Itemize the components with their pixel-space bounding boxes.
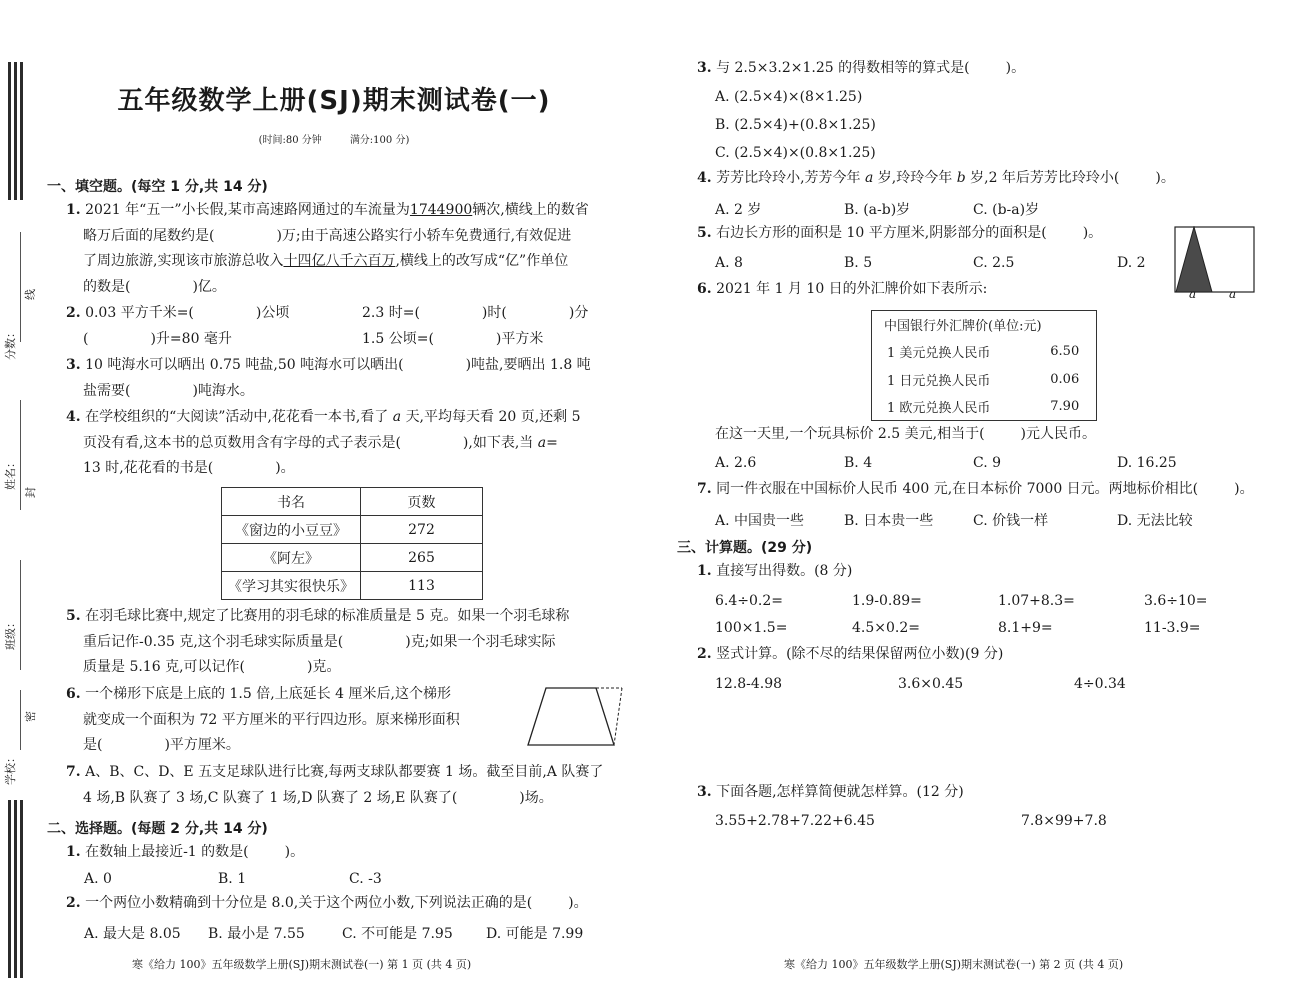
calc-item: 4.5×0.2= [852,620,920,636]
table-header: 页数 [361,488,483,516]
question-1: 1. 2021 年“五一”小长假,某市高速路网通过的车流量为1744900辆次,横线上的数省 略万后面的尾数约是( )万;由于高速公路实行小轿车免费通行,有效促进 了周边旅游,实现该市旅游总收入十四亿八千六百万,横线上的改写成“亿”作单位 的数是( )亿。 [66,202,589,295]
page-1 [44,0,634,999]
calc-item: 3.6÷10= [1144,593,1208,609]
calc-item: 4÷0.34 [1074,676,1126,692]
choice-2: 2. 一个两位小数精确到十分位是 8.0,关于这个两位小数,下列说法正确的是( )。 [66,895,588,911]
choice-option: A. 最大是 8.05 [84,926,181,942]
choice-option: C. -3 [349,871,382,887]
exam-score: 满分:100 分) [349,135,410,146]
calc-item: 1.9-0.89= [852,593,922,609]
choice-3: 3. 与 2.5×3.2×1.25 的得数相等的算式是( )。 [697,60,1026,76]
calc-item: 12.8-4.98 [715,676,783,692]
question-3: 3. 10 吨海水可以晒出 0.75 吨盐,50 吨海水可以晒出( )吨盐,要晒出 1.8 吨 盐需要( )吨海水。 [66,357,591,399]
calc-item: 3.6×0.45 [898,676,964,692]
choice-5: 5. 右边长方形的面积是 10 平方厘米,阴影部分的面积是( )。 [697,225,1103,241]
choice-option: B. 1 [218,871,247,887]
choice-option: C. 9 [973,455,1002,471]
question-5: 5. 在羽毛球比赛中,规定了比赛用的羽毛球的标准质量是 5 克。如果一个羽毛球称 重后记作-0.35 克,这个羽毛球实际质量是( )克;如果一个羽毛球实际 质量是 5.16 克,可以记作( )克。 [66,608,570,676]
choice-option: B. (a-b)岁 [844,202,911,218]
binding-bar [14,800,17,978]
table-header: 中国银行外汇牌价(单位:元) [884,319,1042,334]
section-choice: 二、选择题。(每题 2 分,共 14 分) [47,821,268,837]
calc-2: 2. 竖式计算。(除不尽的结果保留两位小数)(9 分) [697,646,1004,662]
choice-option: C. (2.5×4)×(0.8×1.25) [715,145,876,161]
section-fill-blank: 一、填空题。(每空 1 分,共 14 分) [47,179,268,195]
calc-item: 3.55+2.78+7.22+6.45 [715,813,875,829]
question-6: 6. 一个梯形下底是上底的 1.5 倍,上底延长 4 厘米后,这个梯形 就变成一个面积为 72 平方厘米的平行四边形。原来梯形面积 是( )平方厘米。 [66,686,460,754]
table-row: 《窗边的小豆豆》 272 [222,516,483,544]
exam-time: (时间:80 分钟 [258,135,322,146]
binding-bar [20,800,23,978]
binding-line [20,690,21,750]
trapezoid-figure [526,685,626,749]
class-label: 班级： [4,617,17,650]
choice-option: C. 2.5 [973,255,1015,271]
table-header: 书名 [222,488,361,516]
choice-option: B. 日本贵一些 [844,513,934,529]
question-2b: 2.3 时=( )时( )分 [362,305,589,321]
binding-bar [14,62,17,200]
calc-item: 6.4÷0.2= [715,593,783,609]
figure-label: a [1189,287,1197,301]
choice-option: D. 2 [1117,255,1146,271]
calc-item: 100×1.5= [715,620,788,636]
calc-item: 8.1+9= [998,620,1053,636]
choice-option: C. (b-a)岁 [973,202,1040,218]
seal-word: 封 [24,487,37,498]
exchange-rate-table [871,310,1097,421]
calc-item: 11-3.9= [1144,620,1201,636]
page-2 [660,0,1298,999]
name-label: 姓名： [4,457,17,490]
question-2c: ( )升=80 毫升 [83,331,232,347]
binding-bar [20,62,23,200]
section-calculation: 三、计算题。(29 分) [677,540,813,556]
books-table [221,487,483,600]
seal-word: 线 [24,289,37,300]
choice-option: C. 不可能是 7.95 [342,926,453,942]
question-2d: 1.5 公顷=( )平方米 [362,331,544,347]
binding-bar [8,62,11,200]
choice-option: A. 2.6 [715,455,757,471]
table-row: 《阿左》 265 [222,544,483,572]
choice-option: A. 中国贵一些 [715,513,805,529]
choice-7: 7. 同一件衣服在中国标价人民币 400 元,在日本标价 7000 日元。两地标价相比( )。 [697,481,1254,497]
choice-6: 6. 2021 年 1 月 10 日的外汇牌价如下表所示: [697,281,988,297]
calc-item: 1.07+8.3= [998,593,1075,609]
choice-option: D. 可能是 7.99 [486,926,584,942]
table-row: 1 美元兑换人民币 6.50 [887,344,1080,362]
choice-option: B. 最小是 7.55 [208,926,305,942]
table-row: 1 欧元兑换人民币 7.90 [887,399,1080,416]
binding-line [20,232,21,342]
exam-info [44,131,624,146]
choice-option: B. 4 [844,455,873,471]
choice-option: A. (2.5×4)×(8×1.25) [715,89,863,105]
page-footer: 寒《给力 100》五年级数学上册(SJ)期末测试卷(一) 第 2 页 (共 4 页) [784,958,1124,971]
binding-line [20,400,21,510]
choice-6-question: 在这一天里,一个玩具标价 2.5 美元,相当于( )元人民币。 [715,426,1096,442]
seal-word: 密 [24,711,37,722]
binding-bar [8,800,11,978]
calc-3: 3. 下面各题,怎样算简便就怎样算。(12 分) [697,784,964,800]
calc-item: 7.8×99+7.8 [1021,813,1107,829]
table-row: 《学习其实很快乐》 113 [222,572,483,600]
choice-option: C. 价钱一样 [973,513,1049,529]
binding-line [20,560,21,670]
question-2: 2. 0.03 平方千米=( )公顷 [66,305,290,321]
choice-4: 4. 芳芳比玲玲小,芳芳今年 a 岁,玲玲今年 b 岁,2 年后芳芳比玲玲小( )。 [697,170,1175,186]
page-title: 五年级数学上册(SJ)期末测试卷(一) [117,86,551,116]
rectangle-figure [1174,226,1256,304]
page-footer: 寒《给力 100》五年级数学上册(SJ)期末测试卷(一) 第 1 页 (共 4 页) [132,958,472,971]
choice-1: 1. 在数轴上最接近-1 的数是( )。 [66,844,305,860]
school-label: 学校： [4,752,17,785]
choice-option: B. (2.5×4)+(0.8×1.25) [715,117,876,133]
score-label: 分数： [4,327,17,360]
choice-option: D. 16.25 [1117,455,1177,471]
calc-1: 1. 直接写出得数。(8 分) [697,563,853,579]
figure-label: a [1229,287,1237,301]
table-row: 1 日元兑换人民币 0.06 [887,371,1080,389]
question-7: 7. A、B、C、D、E 五支足球队进行比赛,每两支球队都要赛 1 场。截至目前,A 队赛了 4 场,B 队赛了 3 场,C 队赛了 1 场,D 队赛了 2 场,E 队赛了( )场。 [66,764,604,806]
choice-option: A. 2 岁 [715,202,762,218]
question-4: 4. 在学校组织的“大阅读”活动中,花花看一本书,看了 a 天,平均每天看 20 页,还剩 5 页没有看,这本书的总页数用含有字母的式子表示是( ),如下表,当 a= 13 时,花花看的书是( )。 [66,409,581,477]
choice-option: A. 8 [715,255,743,271]
binding-margin [0,0,44,999]
choice-option: A. 0 [84,871,112,887]
choice-option: D. 无法比较 [1117,513,1193,529]
choice-option: B. 5 [844,255,873,271]
